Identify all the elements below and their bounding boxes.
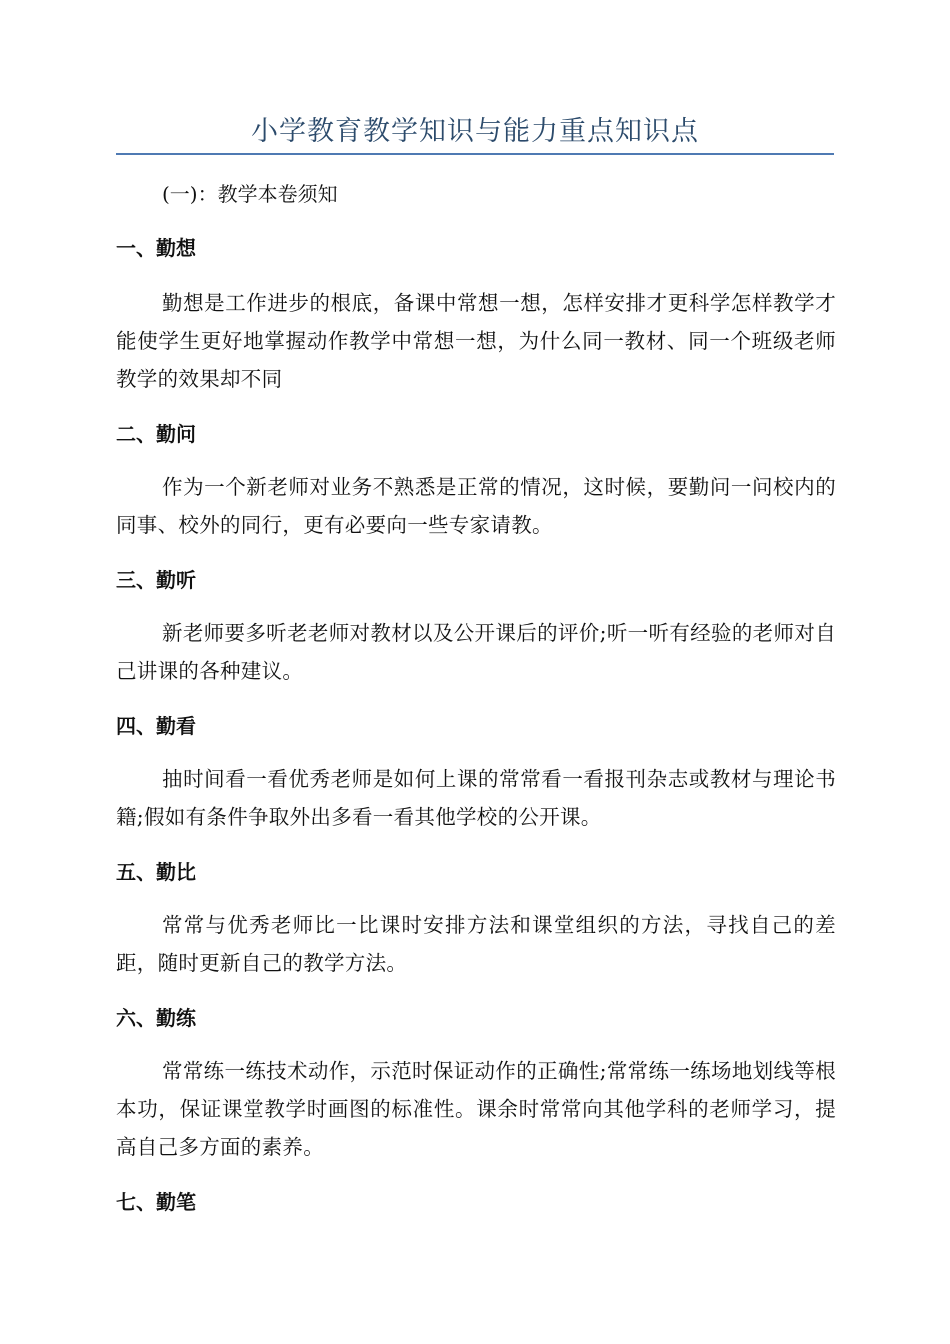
section-heading-1: 一、勤想 [116, 236, 196, 260]
section-body-3: 新老师要多听老老师对教材以及公开课后的评价;听一听有经验的老师对自己讲课的各种建议。 [116, 621, 836, 683]
section-body-6: 常常练一练技术动作，示范时保证动作的正确性;常常练一练场地划线等根本功，保证课堂教学时画图的标准性。课余时常常向其他学科的老师学习，提高自己多方面的素养。 [116, 1059, 836, 1159]
section-body-5: 常常与优秀老师比一比课时安排方法和课堂组织的方法，寻找自己的差距，随时更新自己的教学方法。 [116, 913, 836, 975]
section-body-2: 作为一个新老师对业务不熟悉是正常的情况，这时候，要勤问一问校内的同事、校外的同行，更有必要向一些专家请教。 [116, 475, 836, 537]
section-heading-5: 五、勤比 [116, 860, 196, 884]
section-heading-4: 四、勤看 [116, 714, 196, 738]
section-body-4: 抽时间看一看优秀老师是如何上课的常常看一看报刊杂志或教材与理论书籍;假如有条件争取外出多看一看其他学校的公开课。 [116, 767, 836, 829]
section-heading-3: 三、勤听 [116, 568, 196, 592]
section-heading-2: 二、勤问 [116, 422, 196, 446]
document-title: 小学教育教学知识与能力重点知识点 [251, 116, 699, 147]
section-body-1: 勤想是工作进步的根底，备课中常想一想，怎样安排才更科学怎样教学才能使学生更好地掌握动作教学中常想一想，为什么同一教材、同一个班级老师教学的效果却不同 [116, 291, 836, 391]
title-underline [116, 153, 834, 155]
section-heading-6: 六、勤练 [116, 1006, 196, 1030]
section-heading-7: 七、勤笔 [116, 1190, 196, 1214]
document-subtitle: (一)：教学本卷须知 [162, 182, 338, 206]
